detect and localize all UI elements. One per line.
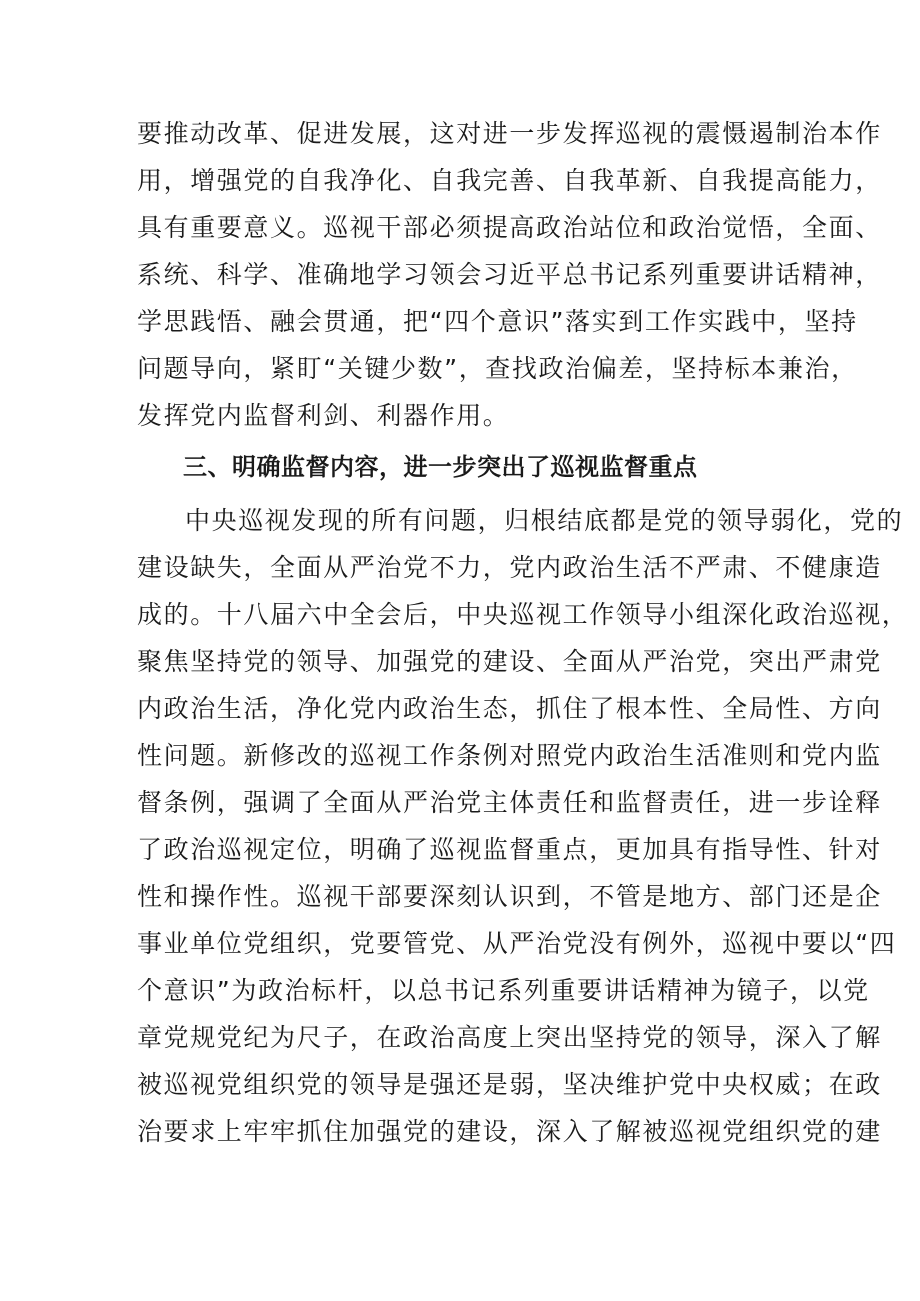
text-line: 性问题。新修改的巡视工作条例对照党内政治生活准则和党内监: [137, 741, 882, 770]
text-line: 用，增强党的自我净化、自我完善、自我革新、自我提高能力，: [137, 166, 882, 195]
text-line: 个意识”为政治标杆，以总书记系列重要讲话精神为镜子，以党: [137, 976, 870, 1005]
text-line: 问题导向，紧盯“关键少数”，查找政治偏差，坚持标本兼治，: [137, 354, 858, 383]
text-line: 中央巡视发现的所有问题，归根结底都是党的领导弱化，党的: [185, 506, 904, 535]
text-line: 学思践悟、融会贯通，把“四个意识”落实到工作实践中，坚持: [137, 307, 858, 336]
text-line: 章党规党纪为尺子，在政治高度上突出坚持党的领导，深入了解: [137, 1023, 882, 1052]
text-line: 督条例，强调了全面从严治党主体责任和监督责任，进一步诠释: [137, 788, 882, 817]
text-line: 治要求上牢牢抓住加强党的建设，深入了解被巡视党组织党的建: [137, 1117, 882, 1146]
text-line: 要推动改革、促进发展，这对进一步发挥巡视的震慑遏制治本作: [137, 119, 882, 148]
text-line: 系统、科学、准确地学习领会习近平总书记系列重要讲话精神，: [137, 260, 882, 289]
text-line: 被巡视党组织党的领导是强还是弱，坚决维护党中央权威；在政: [137, 1070, 882, 1099]
text-line: 事业单位党组织，党要管党、从严治党没有例外，巡视中要以“四: [137, 929, 897, 958]
text-line: 建设缺失，全面从严治党不力，党内政治生活不严肃、不健康造: [137, 553, 882, 582]
text-line: 内政治生活，净化党内政治生态，抓住了根本性、全局性、方向: [137, 694, 882, 723]
text-line: 聚焦坚持党的领导、加强党的建设、全面从严治党，突出严肃党: [137, 647, 882, 676]
text-line: 发挥党内监督利剑、利器作用。: [137, 401, 510, 430]
text-line: 具有重要意义。巡视干部必须提高政治站位和政治觉悟，全面、: [137, 213, 882, 242]
text-line: 成的。十八届六中全会后，中央巡视工作领导小组深化政治巡视，: [137, 600, 909, 629]
text-line: 性和操作性。巡视干部要深刻认识到，不管是地方、部门还是企: [137, 882, 882, 911]
section-heading: 三、明确监督内容，进一步突出了巡视监督重点: [183, 453, 698, 481]
text-line: 了政治巡视定位，明确了巡视监督重点，更加具有指导性、针对: [137, 835, 882, 864]
